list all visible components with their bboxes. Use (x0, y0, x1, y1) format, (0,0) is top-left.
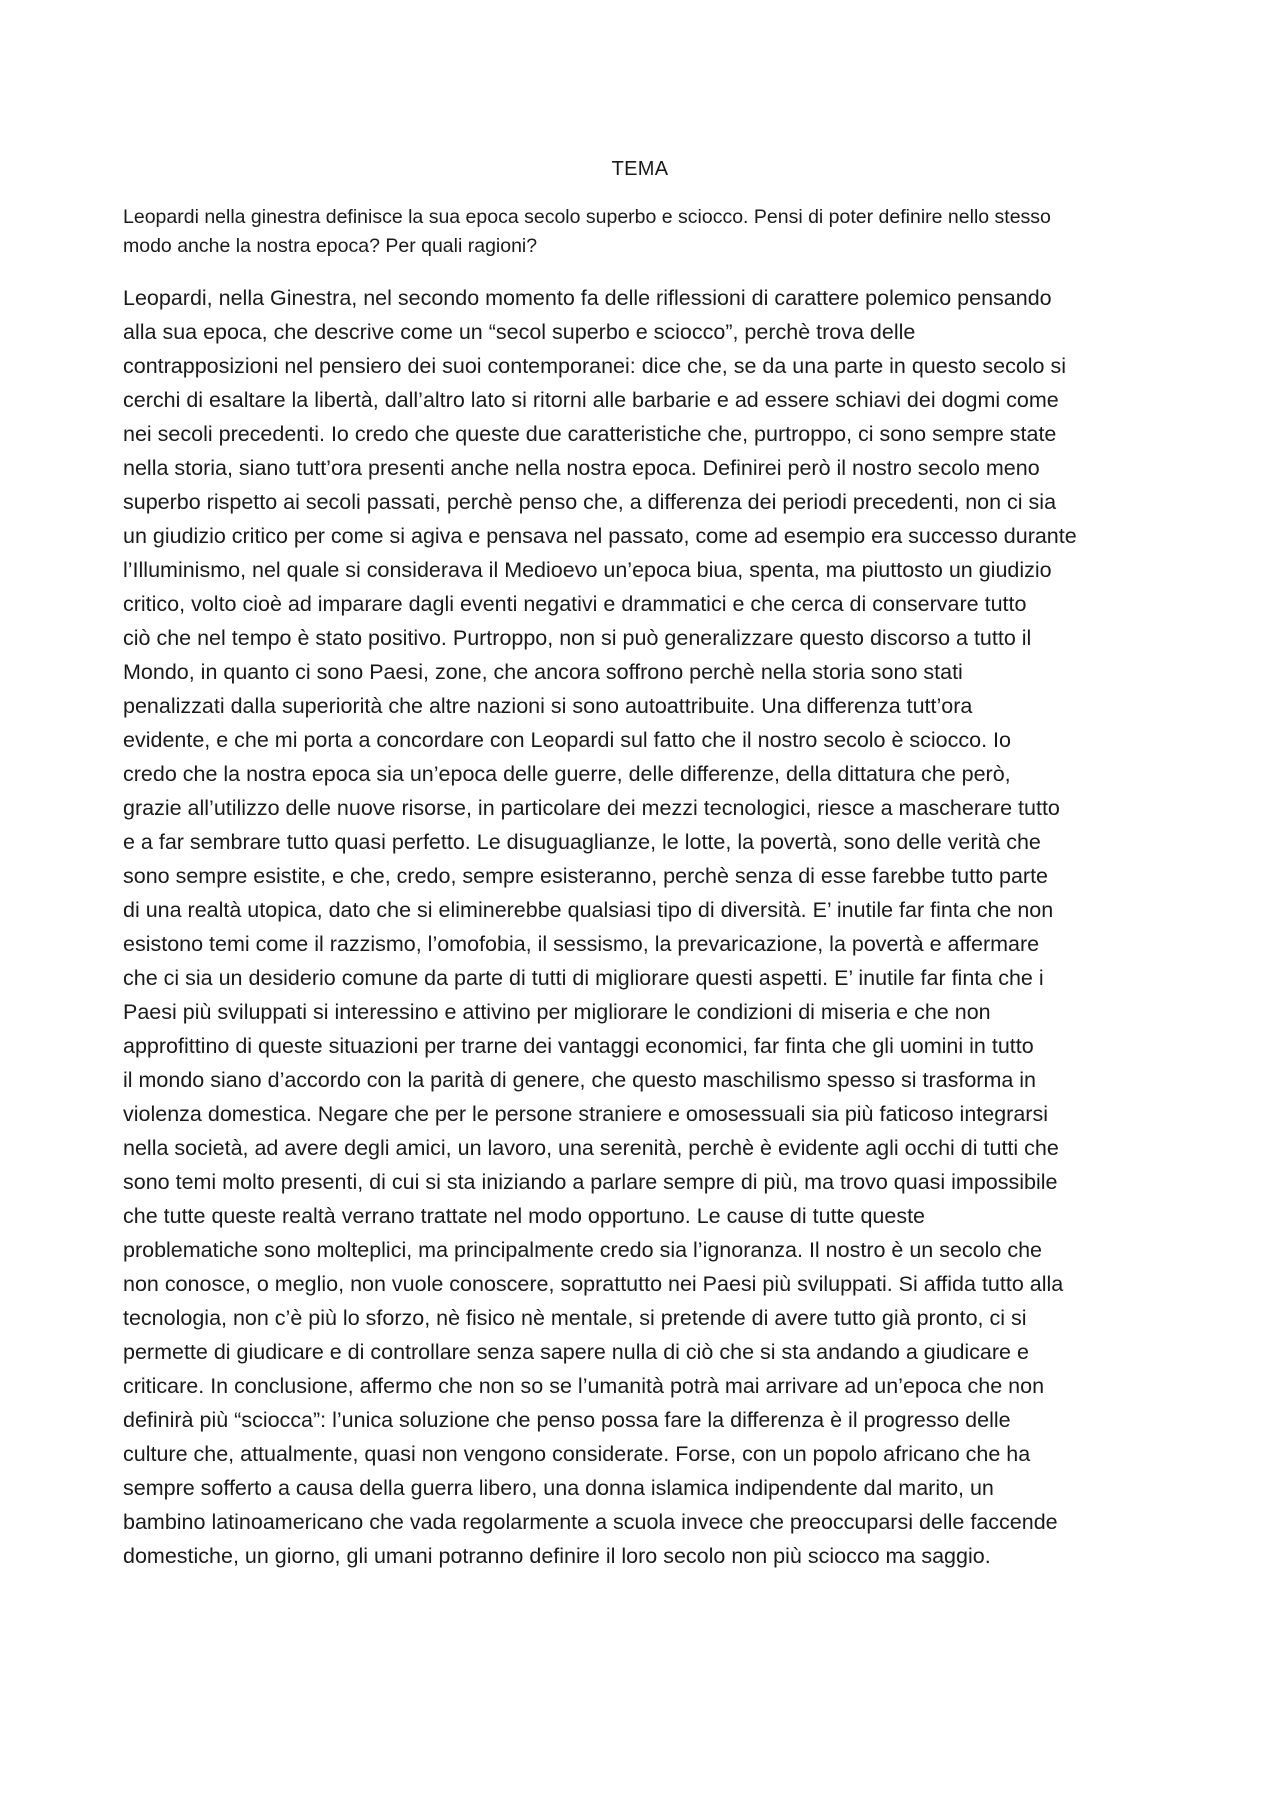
essay-line: sempre sofferto a causa della guerra libero, una donna islamica indipendente dal marito, un (123, 1476, 994, 1500)
essay-line: critico, volto cioè ad imparare dagli eventi negativi e drammatici e che cerca di conservare tutto (123, 592, 1027, 616)
prompt-line: Leopardi nella ginestra definisce la sua epoca secolo superbo e sciocco. Pensi di poter definire nello stesso (123, 206, 1051, 228)
essay-body (123, 281, 1168, 1573)
essay-line: problematiche sono molteplici, ma principalmente credo sia l’ignoranza. Il nostro è un secolo che (123, 1238, 1043, 1262)
essay-line: un giudizio critico per come si agiva e pensava nel passato, come ad esempio era successo durante (123, 524, 1077, 548)
essay-line: grazie all’utilizzo delle nuove risorse, in particolare dei mezzi tecnologici, riesce a mascherare tutto (123, 796, 1060, 820)
essay-line: tecnologia, non c’è più lo sforzo, nè fisico nè mentale, si pretende di avere tutto già pronto, ci si (123, 1306, 1027, 1330)
prompt-line: modo anche la nostra epoca? Per quali ragioni? (123, 235, 538, 257)
essay-line: e a far sembrare tutto quasi perfetto. Le disuguaglianze, le lotte, la povertà, sono delle verità che (123, 830, 1041, 854)
essay-line: sono temi molto presenti, di cui si sta iniziando a parlare sempre di più, ma trovo quasi impossibile (123, 1170, 1058, 1194)
essay-line: bambino latinoamericano che vada regolarmente a scuola invece che preoccuparsi delle faccende (123, 1510, 1058, 1534)
essay-line: il mondo siano d’accordo con la parità di genere, che questo maschilismo spesso si trasforma in (123, 1068, 1037, 1092)
essay-line: credo che la nostra epoca sia un’epoca delle guerre, delle differenze, della dittatura che però, (123, 762, 1011, 786)
essay-line: definirà più “sciocca”: l’unica soluzione che penso possa fare la differenza è il progresso delle (123, 1408, 1011, 1432)
essay-line: permette di giudicare e di controllare senza sapere nulla di ciò che si sta andando a giudicare e (123, 1340, 1029, 1364)
essay-line: evidente, e che mi porta a concordare con Leopardi sul fatto che il nostro secolo è sciocco. Io (123, 728, 1011, 752)
document-title: TEMA (611, 158, 669, 180)
essay-line: ciò che nel tempo è stato positivo. Purtroppo, non si può generalizzare questo discorso a tutto il (123, 626, 1032, 650)
essay-line: esistono temi come il razzismo, l’omofobia, il sessismo, la prevaricazione, la povertà e affermare (123, 932, 1040, 956)
essay-line: culture che, attualmente, quasi non vengono considerate. Forse, con un popolo africano che ha (123, 1442, 1031, 1466)
essay-line: nella storia, siano tutt’ora presenti anche nella nostra epoca. Definirei però il nostro secolo meno (123, 456, 1040, 480)
essay-line: domestiche, un giorno, gli umani potranno definire il loro secolo non più sciocco ma saggio. (123, 1544, 991, 1568)
essay-line: superbo rispetto ai secoli passati, perchè penso che, a differenza dei periodi precedenti, non ci sia (123, 490, 1057, 514)
essay-line: che ci sia un desiderio comune da parte di tutti di migliorare questi aspetti. E’ inutile far finta che i (123, 966, 1044, 990)
essay-line: di una realtà utopica, dato che si eliminerebbe qualsiasi tipo di diversità. E’ inutile far finta che non (123, 898, 1054, 922)
essay-line: che tutte queste realtà verrano trattate nel modo opportuno. Le cause di tutte queste (123, 1204, 925, 1228)
essay-prompt (123, 203, 1173, 261)
essay-line: nei secoli precedenti. Io credo che queste due caratteristiche che, purtroppo, ci sono sempre state (123, 422, 1057, 446)
essay-line: penalizzati dalla superiorità che altre nazioni si sono autoattribuite. Una differenza tutt’ora (123, 694, 973, 718)
essay-line: cerchi di esaltare la libertà, dall’altro lato si ritorni alle barbarie e ad essere schiavi dei dogmi come (123, 388, 1059, 412)
essay-line: l’Illuminismo, nel quale si considerava il Medioevo un’epoca biua, spenta, ma piuttosto un giudizio (123, 558, 1052, 582)
essay-line: contrapposizioni nel pensiero dei suoi contemporanei: dice che, se da una parte in questo secolo si (123, 354, 1067, 378)
essay-line: sono sempre esistite, e che, credo, sempre esisteranno, perchè senza di esse farebbe tutto parte (123, 864, 1049, 888)
essay-line: non conosce, o meglio, non vuole conoscere, soprattutto nei Paesi più sviluppati. Si affida tutto alla (123, 1272, 1064, 1296)
essay-line: criticare. In conclusione, affermo che non so se l’umanità potrà mai arrivare ad un’epoca che non (123, 1374, 1045, 1398)
essay-line: nella società, ad avere degli amici, un lavoro, una serenità, perchè è evidente agli occhi di tutti che (123, 1136, 1059, 1160)
essay-line: Paesi più sviluppati si interessino e attivino per migliorare le condizioni di miseria e che non (123, 1000, 991, 1024)
essay-line: violenza domestica. Negare che per le persone straniere e omosessuali sia più faticoso integrarsi (123, 1102, 1048, 1126)
essay-line: Mondo, in quanto ci sono Paesi, zone, che ancora soffrono perchè nella storia sono stati (123, 660, 963, 684)
essay-line: approfittino di queste situazioni per trarne dei vantaggi economici, far finta che gli uomini in tutto (123, 1034, 1034, 1058)
essay-line: Leopardi, nella Ginestra, nel secondo momento fa delle riflessioni di carattere polemico pensando (123, 286, 1052, 310)
essay-line: alla sua epoca, che descrive come un “secol superbo e sciocco”, perchè trova delle (123, 320, 916, 344)
